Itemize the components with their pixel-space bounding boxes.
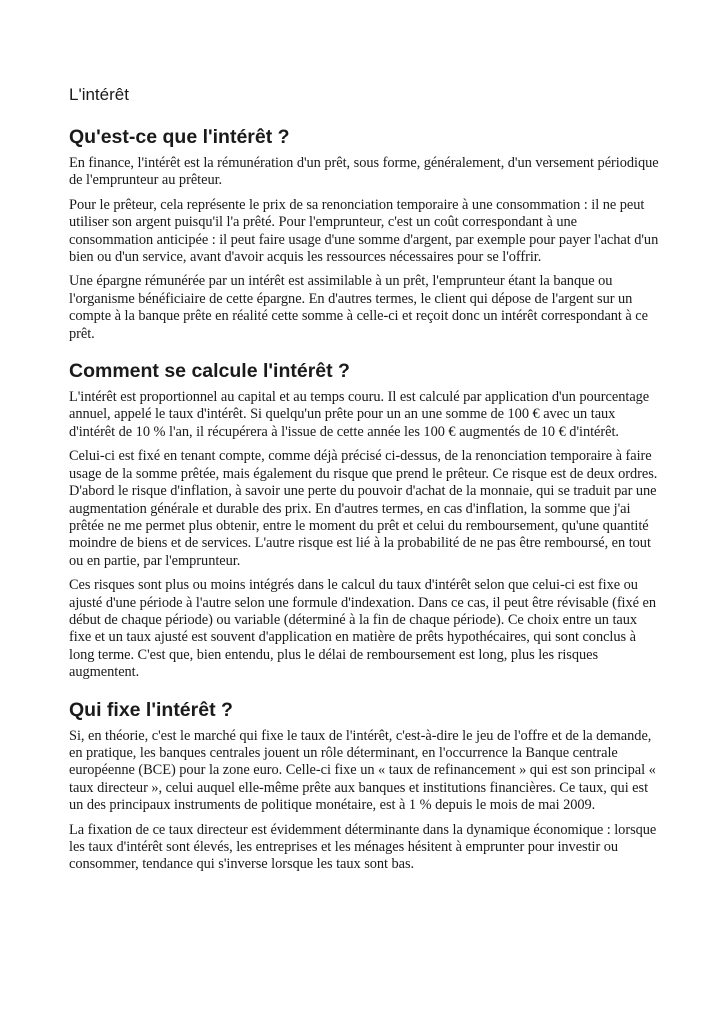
section-definition [69,125,659,343]
section-heading: Qui fixe l'intérêt ? [69,698,233,721]
section-heading: Comment se calcule l'intérêt ? [69,360,350,383]
paragraph: Pour le prêteur, cela représente le prix de sa renonciation temporaire à une consommation : il ne peut utiliser son argent puisqu'il l'a prêté. Pour l'emprunteur, c'est un coût correspondant à une consommation anticipée : il peut faire usage d'une somme d'argent, par exemple pour payer l'achat d'un bien ou d'un service, avant d'avoir acquis les ressources nécessaires pour se l'offrir. [69,196,659,266]
paragraph: En finance, l'intérêt est la rémunération d'un prêt, sous forme, généralement, d'un versement périodique de l'emprunteur au prêteur. [69,155,659,189]
paragraph: L'intérêt est proportionnel au capital et au temps couru. Il est calculé par application d'un pourcentage annuel, appelé le taux d'intérêt. Si quelqu'un prête pour un an une somme de 100 € avec un taux d'intérêt de 10 % l'an, il récupérera à l'issue de cette année les 100 € augmentés de 10 € d'intérêt. [69,389,650,440]
section-calculation [69,359,659,682]
document-title: L'intérêt [69,85,129,104]
document-page [69,84,659,881]
section-heading: Qu'est-ce que l'intérêt ? [69,126,290,148]
paragraph: Celui-ci est fixé en tenant compte, comme déjà précisé ci-dessus, de la renonciation temporaire à faire usage de la somme prêtée, mais également du risque que prend le prêteur. Ce risque est de deux ordres. D'abord le risque d'inflation, à savoir une perte du pouvoir d'achat de la monnaie, qui se traduit par une augmentation générale et durable des prix. En d'autres termes, en cas d'inflation, la somme que j'ai prêtée ne me permet plus obtenir, entre le moment du prêt et celui du remboursement, qu'une quantité moindre de biens et de services. L'autre risque est lié à la probabilité de ne pas être remboursé, en tout ou en partie, par l'emprunteur. [69,448,658,569]
paragraph: Ces risques sont plus ou moins intégrés dans le calcul du taux d'intérêt selon que celui-ci est fixe ou ajusté d'une période à l'autre selon une formule d'indexation. Dans ce cas, il peut être révisable (fixé en début de chaque période) ou variable (déterminé à la fin de chaque période). Ce choix entre un taux fixe et un taux ajusté est souvent d'application en matière de prêts hypothécaires, qui sont conclus à long terme. C'est que, bien entendu, plus le délai de remboursement est long, plus les risques augmentent. [69,577,657,681]
paragraph: La fixation de ce taux directeur est évidemment déterminante dans la dynamique économique : lorsque les taux d'intérêt sont élevés, les entreprises et les ménages hésitent à emprunter pour investir ou consommer, tendance qui s'inverse lorsque les taux sont bas. [69,821,657,873]
paragraph: Si, en théorie, c'est le marché qui fixe le taux de l'intérêt, c'est-à-dire le jeu de l'offre et de la demande, en pratique, les banques centrales jouent un rôle déterminant, en l'occurrence la Banque centrale européenne (BCE) pour la zone euro. Celle-ci fixe un « taux de refinancement » qui est son principal « taux directeur », celui auquel elle-même prête aux banques et institutions financières. Ce taux, qui est un des principaux instruments de politique monétaire, est à 1 % depuis le mois de mai 2009. [69,727,656,814]
paragraph: Une épargne rémunérée par un intérêt est assimilable à un prêt, l'emprunteur étant la banque ou l'organisme bénéficiaire de cette épargne. En d'autres termes, le client qui dépose de l'argent sur un compte à la banque prête en réalité cette somme à celle-ci et reçoit donc un intérêt correspondant à ce prêt. [69,273,648,342]
section-who-sets [69,698,659,874]
